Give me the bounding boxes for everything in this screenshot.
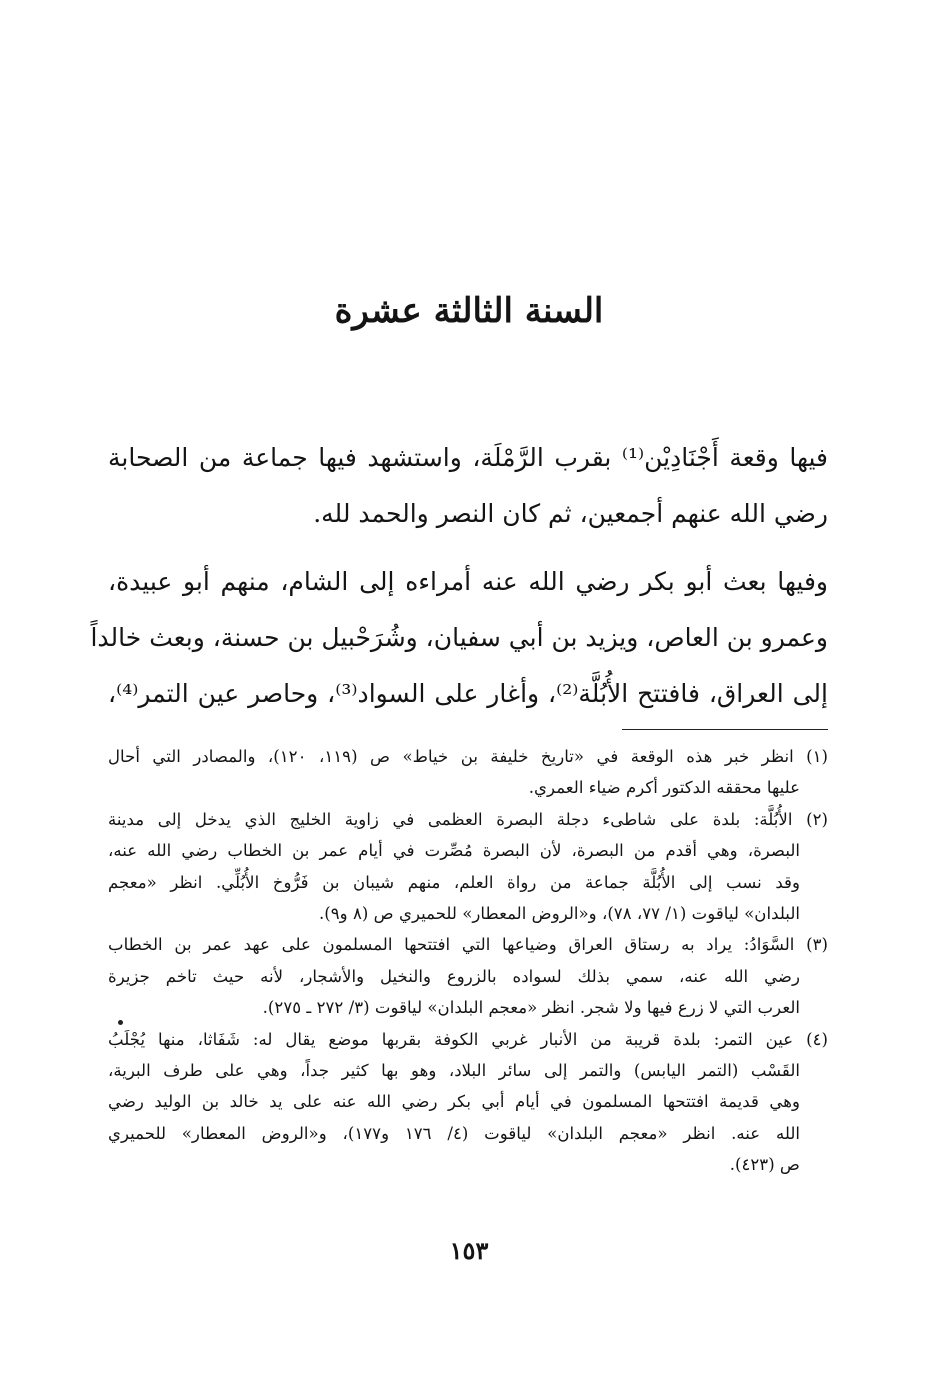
main-text — [90, 430, 828, 722]
footnote-line: القَسْب (التمر اليابس) والتمر إلى سائر البلاد، وهو بها كثير جداً، وهي على طرف البرية، — [108, 1060, 800, 1080]
footnote-3 — [108, 929, 828, 1023]
footnotes — [108, 741, 828, 1180]
paragraph-1 — [108, 430, 828, 542]
footnote-line: عليها محققه الدكتور أكرم ضياء العمري. — [528, 778, 800, 798]
paragraph-2-line: إلى العراق، فافتتح الأُبُلَّة⁽²⁾، وأغار على السواد⁽³⁾، وحاصر عين التمر⁽⁴⁾، — [108, 679, 828, 708]
paragraph-1-line: رضي الله عنهم أجمعين، ثم كان النصر والحمد لله. — [313, 499, 828, 528]
paragraph-2-line: وفيها بعث أبو بكر رضي الله عنه أمراءه إلى الشام، منهم أبو عبيدة، — [108, 567, 828, 596]
footnote-line: الله عنه. انظر «معجم البلدان» لياقوت (٤/ ١٧٦ و١٧٧)، و«الروض المعطار» للحميري — [108, 1123, 800, 1143]
footnote-4 — [108, 1024, 828, 1181]
footnote-line: وقد نسب إلى الأُبُلَّة جماعة من رواة العلم، منهم شيبان بن فَرُّوخ الأُبُلِّي. انظر «معجم — [108, 872, 800, 892]
paragraph-2 — [90, 554, 828, 722]
footnote-line: رضي الله عنه، سمي بذلك لسواده بالزروع والنخيل والأشجار، لأنه حيث تاخم جزيرة — [108, 966, 800, 986]
paragraph-1-line: فيها وقعة أَجْنَادِيْن⁽¹⁾ بقرب الرَّمْلَة، واستشهد فيها جماعة من الصحابة — [108, 443, 828, 472]
print-speck-dot — [118, 1020, 123, 1025]
footnote-line: البلدان» لياقوت (١/ ٧٧، ٧٨)، و«الروض المعطار» للحميري ص (٨ و٩). — [319, 903, 800, 923]
footnote-line: (٣) السَّوَادُ: يراد به رستاق العراق وضياعها التي افتتحها المسلمون على عهد عمر بن الخطاب — [108, 935, 828, 955]
chapter-title: السنة الثالثة عشرة — [334, 291, 604, 331]
footnote-2 — [108, 804, 828, 930]
paragraph-2-line: وعمرو بن العاص، ويزيد بن أبي سفيان، وشُرَحْبيل بن حسنة، وبعث خالداً — [90, 623, 828, 652]
footnote-line: البصرة، وهي أقدم من البصرة، لأن البصرة مُصِّرت في أيام عمر بن الخطاب رضي الله عنه، — [108, 841, 800, 861]
footnote-divider — [622, 729, 828, 730]
footnote-line: وهي قديمة افتتحها المسلمون في أيام أبي بكر رضي الله عنه على يد خالد بن الوليد رضي — [108, 1092, 800, 1112]
footnote-1 — [108, 741, 828, 804]
footnote-line: العرب التي لا زرع فيها ولا شجر. انظر «معجم البلدان» لياقوت (٣/ ٢٧٢ ـ ٢٧٥). — [262, 998, 800, 1018]
footnote-line: (٤) عين التمر: بلدة قريبة من الأنبار غربي الكوفة بقربها موضع يقال له: شَفَاثا، منها يُجْلَبُ — [108, 1029, 828, 1049]
footnote-line: (١) انظر خبر هذه الوقعة في «تاريخ خليفة بن خياط» ص (١١٩، ١٢٠)، والمصادر التي أحال — [108, 747, 828, 766]
page-number: ١٥٣ — [449, 1236, 489, 1265]
footnote-line: (٢) الأُبُلَّة: بلدة على شاطىء دجلة البصرة العظمى في زاوية الخليج الذي يدخل إلى مدينة — [108, 809, 828, 829]
footnote-line: ص (٤٢٣). — [729, 1155, 800, 1175]
